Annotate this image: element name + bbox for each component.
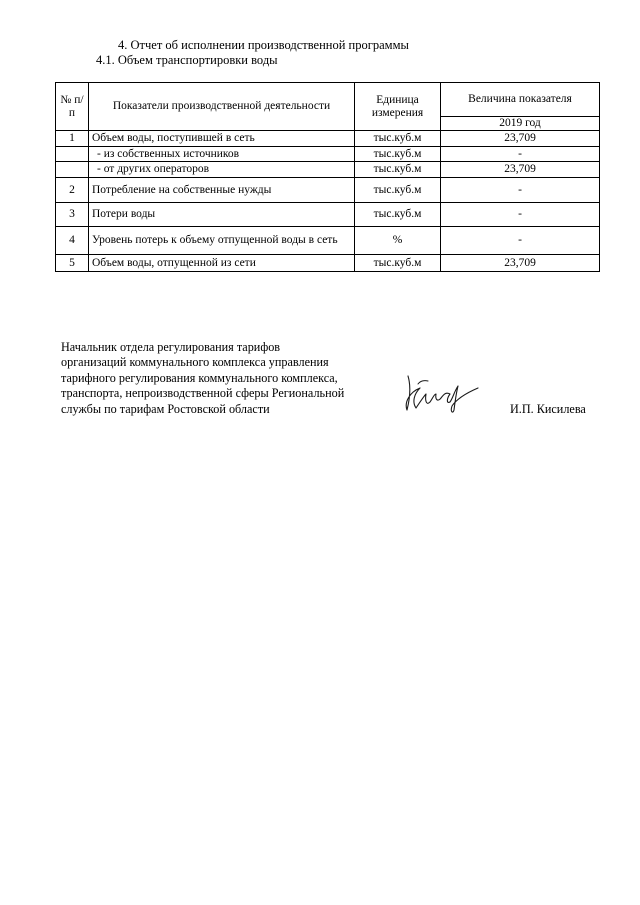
- header-value: Величина показателя: [441, 83, 600, 117]
- row-value: 23,709: [441, 162, 600, 178]
- position-line: тарифного регулирования коммунального комплекса,: [61, 370, 338, 385]
- subsection-title: 4.1. Объем транспортировки воды: [96, 53, 278, 67]
- row-value: -: [441, 203, 600, 227]
- row-value: -: [441, 147, 600, 162]
- table-row: [56, 203, 600, 227]
- section-title: 4. Отчет об исполнении производственной программы: [118, 38, 409, 52]
- row-unit: тыс.куб.м: [355, 131, 441, 147]
- signer-position: [61, 340, 381, 417]
- table-row: [56, 162, 600, 178]
- row-num: 1: [56, 131, 89, 147]
- header-num: № п/п: [56, 83, 89, 131]
- header-unit: Единица измерения: [355, 83, 441, 131]
- row-num: 3: [56, 203, 89, 227]
- row-indicator: Уровень потерь к объему отпущенной воды в сеть: [89, 227, 355, 255]
- row-indicator: - из собственных источников: [89, 147, 355, 162]
- row-num: [56, 162, 89, 178]
- row-unit: тыс.куб.м: [355, 162, 441, 178]
- table-row: [56, 131, 600, 147]
- row-unit: тыс.куб.м: [355, 255, 441, 272]
- signer-name: И.П. Кисилева: [510, 402, 586, 416]
- water-transport-table: [55, 82, 600, 272]
- row-unit: тыс.куб.м: [355, 178, 441, 203]
- row-indicator: Объем воды, поступившей в сеть: [89, 131, 355, 147]
- row-indicator: Потребление на собственные нужды: [89, 178, 355, 203]
- row-value: -: [441, 227, 600, 255]
- row-num: 2: [56, 178, 89, 203]
- header-indicator: Показатели производственной деятельности: [89, 83, 355, 131]
- row-unit: тыс.куб.м: [355, 203, 441, 227]
- row-value: 23,709: [441, 255, 600, 272]
- row-value: 23,709: [441, 131, 600, 147]
- handwritten-signature: [398, 372, 480, 416]
- table-row: [56, 147, 600, 162]
- position-line: службы по тарифам Ростовской области: [61, 401, 270, 416]
- position-line: транспорта, непроизводственной сферы Региональной: [61, 386, 345, 401]
- row-num: [56, 147, 89, 162]
- position-line: Начальник отдела регулирования тарифов: [61, 340, 281, 354]
- row-num: 5: [56, 255, 89, 272]
- table-row: [56, 178, 600, 203]
- row-indicator: - от других операторов: [89, 162, 355, 178]
- row-indicator: Объем воды, отпущенной из сети: [89, 255, 355, 272]
- table-row: [56, 255, 600, 272]
- row-unit: тыс.куб.м: [355, 147, 441, 162]
- row-indicator: Потери воды: [89, 203, 355, 227]
- row-value: -: [441, 178, 600, 203]
- position-line: организаций коммунального комплекса управления: [61, 355, 329, 370]
- table-row: [56, 227, 600, 255]
- row-num: 4: [56, 227, 89, 255]
- header-year: 2019 год: [441, 117, 600, 131]
- row-unit: %: [355, 227, 441, 255]
